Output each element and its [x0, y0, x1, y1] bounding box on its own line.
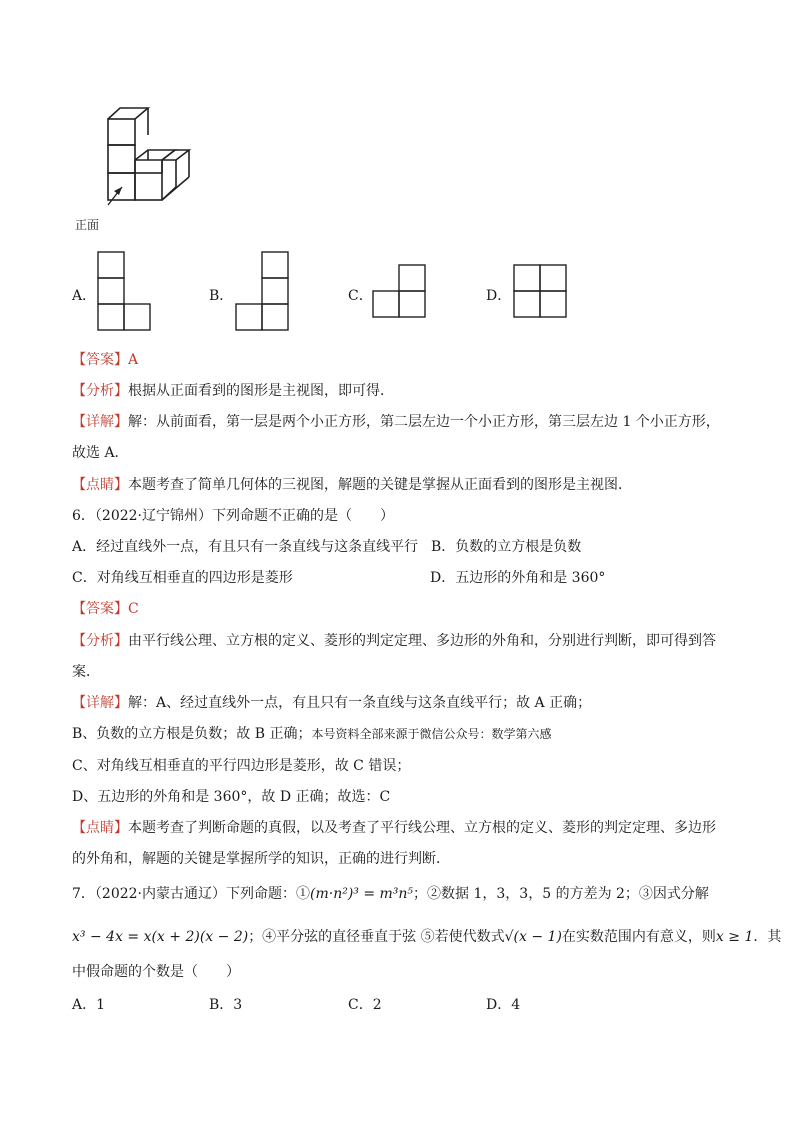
q7-math-expr-1: (m·n²)³ = m³n⁵ [310, 886, 414, 902]
q6-stem: 6．（2022·辽宁锦州）下列命题不正确的是（ ） [72, 508, 394, 524]
q6-analysis-line-2: 案． [72, 664, 100, 680]
q5-option-a-label: A． [72, 288, 97, 304]
q6-analysis-line-1 [72, 632, 716, 650]
q7-stem-part: ；④平分弦的直径垂直于弦 ⑤若使代数式 [248, 929, 505, 945]
q7-math-expr-3: √(x − 1) [504, 929, 562, 945]
comment-tag: 【点睛】 [72, 477, 128, 493]
q7-option-a: A．1 [72, 997, 106, 1013]
q5-option-b-view [236, 252, 290, 332]
q6-option-b: B．负数的立方根是负数 [431, 539, 582, 555]
q5-detail-line-1 [72, 413, 720, 431]
q6-option-c: C．对角线互相垂直的四边形是菱形 [72, 570, 293, 586]
analysis-tag: 【分析】 [72, 633, 128, 649]
q5-detail-line-2: 故选 A． [72, 445, 129, 461]
q6-answer [72, 600, 139, 618]
q5-option-d-view [514, 265, 568, 319]
cube-stack-figure [100, 105, 200, 205]
q6-option-a: A．经过直线外一点，有且只有一条直线与这条直线平行 [72, 539, 419, 555]
q5-option-b-label: B． [209, 288, 234, 304]
comment-tag: 【点睛】 [72, 820, 128, 836]
analysis-text: 根据从正面看到的图形是主视图，即可得． [128, 383, 394, 399]
q5-option-c-label: C． [348, 288, 373, 304]
q6-comment-line-2: 的外角和，解题的关键是掌握所学的知识，正确的进行判断． [72, 851, 450, 867]
detail-text: 解：从前面看，第一层是两个小正方形，第二层左边一个小正方形，第三层左边 1 个小正方形， [128, 414, 720, 430]
q5-comment [72, 476, 632, 494]
q5-option-a-view [98, 252, 152, 332]
answer-tag: 【答案】 [72, 352, 128, 368]
q5-option-d-label: D． [486, 288, 512, 304]
source-note: 本号资料全部来源于微信公众号：数学第六感 [311, 727, 552, 741]
q7-stem-part: 7．（2022·内蒙古通辽）下列命题：① [72, 886, 310, 902]
comment-text: 本题考查了判断命题的真假，以及考查了平行线公理、立方根的定义、菱形的判定定理、多边形 [128, 820, 716, 836]
q5-analysis [72, 382, 394, 400]
q5-option-c-view [373, 265, 427, 319]
analysis-tag: 【分析】 [72, 383, 128, 399]
answer-value: C [128, 601, 139, 617]
q7-stem-part: 在实数范围内有意义，则 [561, 929, 716, 945]
q7-option-d: D．4 [486, 997, 521, 1013]
analysis-text: 由平行线公理、立方根的定义、菱形的判定定理、多边形的外角和，分别进行判断，即可得到答 [128, 633, 716, 649]
q7-option-b: B．3 [209, 997, 243, 1013]
figure-front-label: 正面 [75, 218, 100, 232]
q7-stem-line-1 [72, 885, 709, 903]
q6-detail-line-1 [72, 694, 591, 712]
q6-option-d: D．五边形的外角和是 360° [430, 570, 606, 586]
detail-text: 解：A、经过直线外一点，有且只有一条直线与这条直线平行；故 A 正确； [128, 695, 592, 711]
q6-detail-line-2 [72, 725, 552, 743]
comment-text: 本题考查了简单几何体的三视图，解题的关键是掌握从正面看到的图形是主视图． [128, 477, 632, 493]
detail-text: B、负数的立方根是负数；故 B 正确； [72, 726, 312, 742]
detail-tag: 【详解】 [72, 414, 128, 430]
answer-tag: 【答案】 [72, 601, 128, 617]
q6-detail-line-3: C、对角线互相垂直的平行四边形是菱形，故 C 错误； [72, 758, 411, 774]
q6-comment-line-1 [72, 819, 716, 837]
q7-stem-part: ；②数据 1，3，3，5 的方差为 2；③因式分解 [413, 886, 709, 902]
q7-stem-part: ．其 [753, 929, 782, 945]
q5-answer [72, 351, 138, 369]
q7-math-expr-2: x³ − 4x = x(x + 2)(x − 2) [72, 929, 249, 945]
q7-stem-line-2 [72, 928, 781, 946]
detail-tag: 【详解】 [72, 695, 128, 711]
q7-stem-line-3: 中假命题的个数是（ ） [72, 964, 240, 980]
q6-detail-line-4: D、五边形的外角和是 360°，故 D 正确；故选：C [72, 789, 391, 805]
q7-option-c: C．2 [348, 997, 382, 1013]
answer-value: A [128, 352, 139, 368]
q7-math-expr-4: x ≥ 1 [715, 929, 754, 945]
